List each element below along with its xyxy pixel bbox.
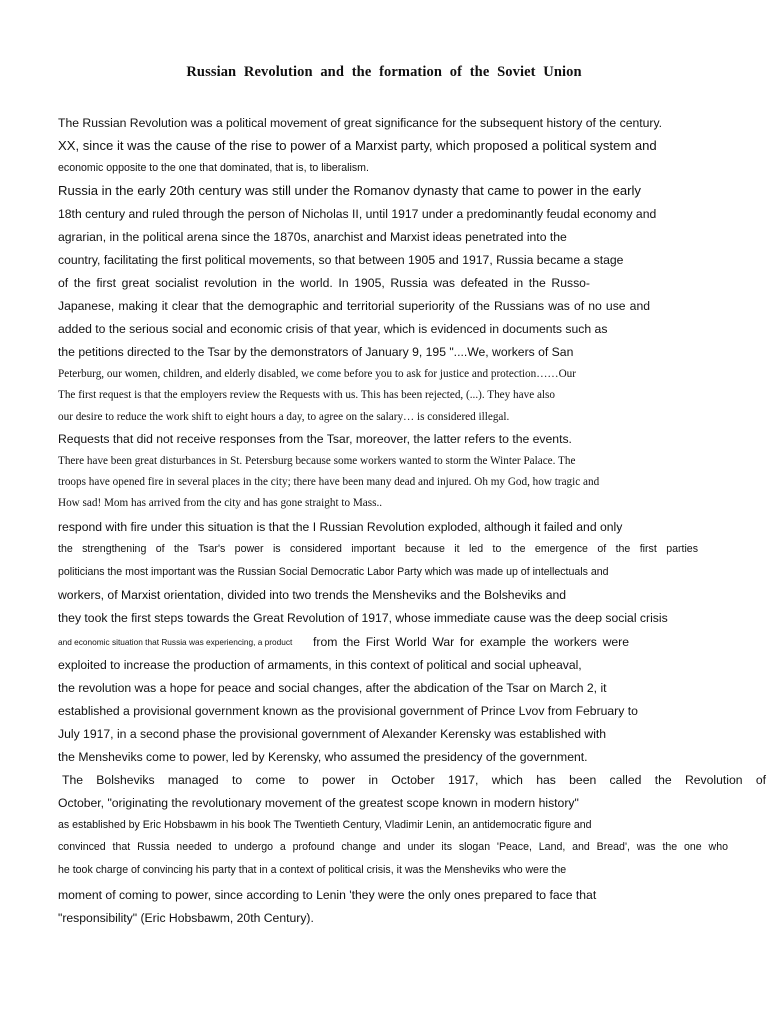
text-line: they took the first steps towards the Great Revolution of 1917, whose immediate cause was the deep social crisis: [58, 611, 668, 625]
text-line: July 1917, in a second phase the provisional government of Alexander Kerensky was established with: [58, 727, 607, 741]
text-line: Russia in the early 20th century was still under the Romanov dynasty that came to power in the early: [58, 183, 641, 198]
text-line: XX, since it was the cause of the rise to power of a Marxist party, which proposed a political system and: [58, 138, 657, 153]
text-line: he took charge of convincing his party that in a context of political crisis, it was the Mensheviks who were the: [58, 864, 567, 876]
quote-line: There have been great disturbances in St. Petersburg because some workers wanted to storm the Winter Palace. The: [58, 455, 576, 467]
text-line: moment of coming to power, since according to Lenin 'they were the only ones prepared to face that: [58, 888, 597, 902]
text-line: added to the serious social and economic crisis of that year, which is evidenced in documents such as: [58, 322, 608, 336]
text-line: as established by Eric Hobsbawm in his book The Twentieth Century, Vladimir Lenin, an antidemocratic figure and: [58, 819, 592, 831]
quote-line: The first request is that the employers review the Requests with us. This has been rejected, (...). They have also: [58, 389, 555, 401]
text-line: October, "originating the revolutionary movement of the greatest scope known in modern history": [58, 796, 579, 810]
text-line: the revolution was a hope for peace and social changes, after the abdication of the Tsar on March 2, it: [58, 681, 607, 695]
document-title: Russian Revolution and the formation of the Soviet Union: [186, 64, 582, 80]
text-line: agrarian, in the political arena since the 1870s, anarchist and Marxist ideas penetrated into the: [58, 230, 567, 244]
text-line: established a provisional government known as the provisional government of Prince Lvov from February to: [58, 704, 638, 718]
text-line: the strengthening of the Tsar's power is considered important because it led to the emergence of the first parties: [58, 543, 698, 555]
quote-line: How sad! Mom has arrived from the city and has gone straight to Mass..: [58, 497, 383, 509]
text-line: The Bolsheviks managed to come to power in October 1917, which has been called the Revolution of: [62, 773, 766, 787]
text-line: economic opposite to the one that dominated, that is, to liberalism.: [58, 162, 369, 174]
text-line: exploited to increase the production of armaments, in this context of political and social upheaval,: [58, 658, 582, 672]
text-line: respond with fire under this situation is that the I Russian Revolution exploded, although it failed and only: [58, 520, 623, 534]
text-line: Requests that did not receive responses from the Tsar, moreover, the latter refers to the events.: [58, 432, 572, 446]
text-line: country, facilitating the first political movements, so that between 1905 and 1917, Russia became a stage: [58, 253, 624, 267]
text-line: 18th century and ruled through the person of Nicholas II, until 1917 under a predominantly feudal economy and: [58, 207, 657, 221]
text-line: Japanese, making it clear that the demographic and territorial superiority of the Russians was of no use and: [58, 299, 650, 313]
text-line: "responsibility" (Eric Hobsbawm, 20th Century).: [58, 911, 314, 925]
quote-line: troops have opened fire in several places in the city; there have been many dead and injured. Oh my God, how tragic and: [58, 476, 600, 488]
text-line: workers, of Marxist orientation, divided into two trends the Mensheviks and the Bolsheviks and: [58, 588, 567, 602]
text-line: of the first great socialist revolution in the world. In 1905, Russia was defeated in the Russo-: [58, 276, 590, 290]
text-line: from the First World War for example the workers were: [313, 635, 629, 649]
text-line: the Mensheviks come to power, led by Kerensky, who assumed the presidency of the government.: [58, 750, 588, 764]
text-line: the petitions directed to the Tsar by the demonstrators of January 9, 195 "....We, workers of San: [58, 345, 574, 359]
text-line: The Russian Revolution was a political movement of great significance for the subsequent history of the century.: [58, 116, 663, 130]
quote-line: our desire to reduce the work shift to eight hours a day, to agree on the salary… is considered illegal.: [58, 411, 510, 423]
text-line-small: and economic situation that Russia was experiencing, a product: [58, 637, 293, 647]
text-line: politicians the most important was the Russian Social Democratic Labor Party which was made up of intellectuals and: [58, 566, 609, 578]
text-line: convinced that Russia needed to undergo a profound change and under its slogan 'Peace, Land, and Bread', was the one who: [58, 841, 728, 853]
quote-line: Peterburg, our women, children, and elderly disabled, we come before you to ask for justice and protection……Our: [58, 368, 576, 380]
